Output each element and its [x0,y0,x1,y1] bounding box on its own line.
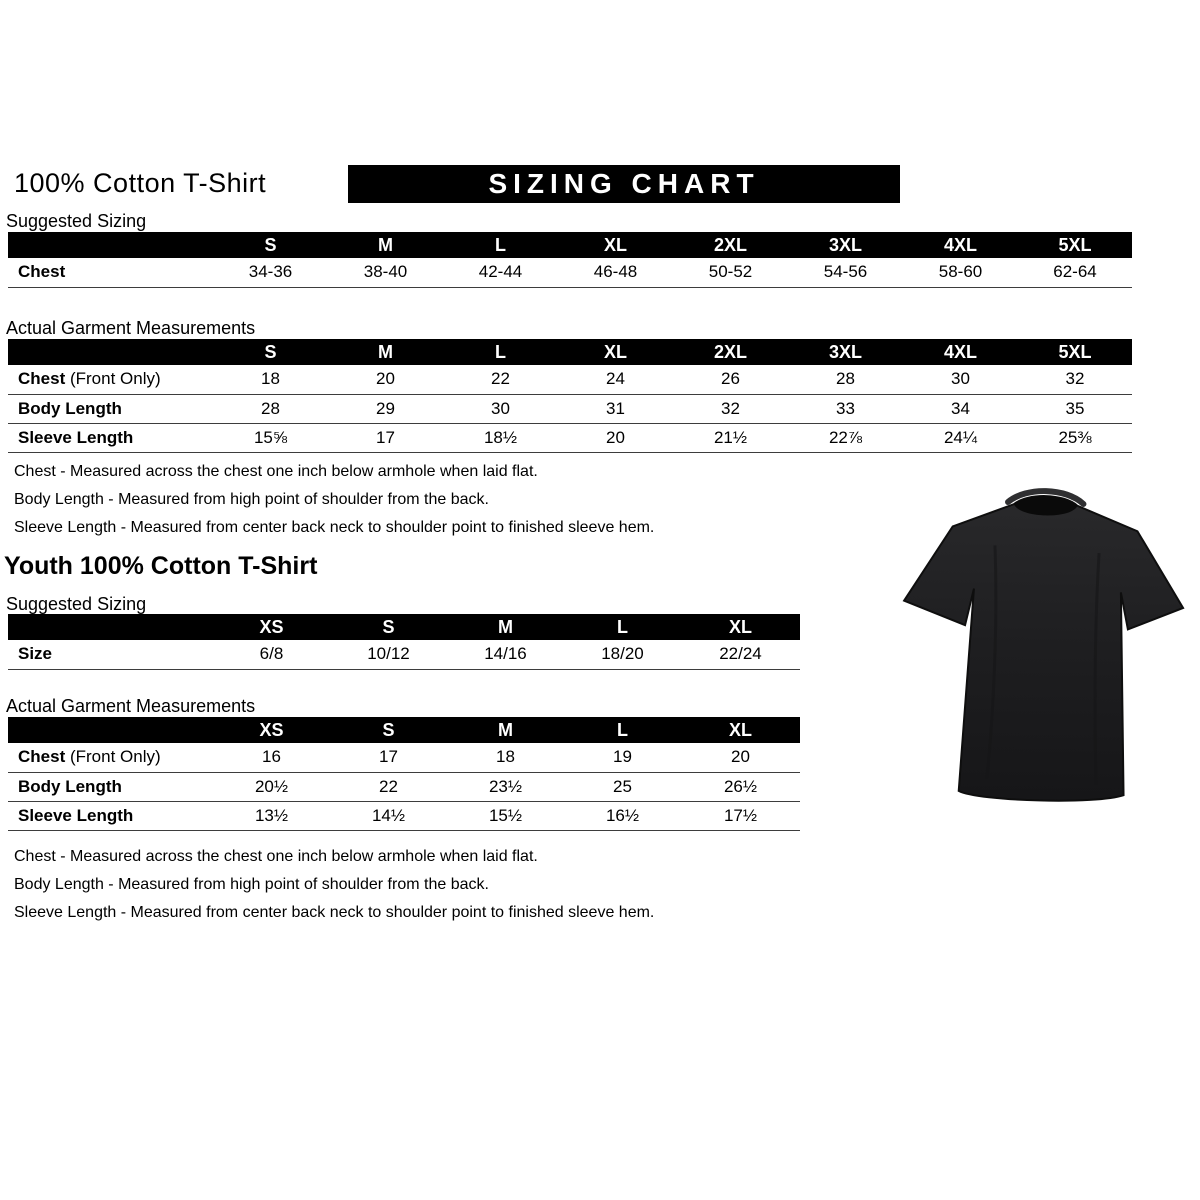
row-label: Body Length [18,398,122,418]
table-cell: 16 [262,747,281,767]
table-cell: 50-52 [708,262,753,282]
table-cell: 13½ [254,805,289,825]
size-column-header: L [564,717,681,743]
table-cell: 19 [613,747,632,767]
table-cell: 42-44 [478,262,523,282]
table-row [8,743,800,772]
size-column-header: 5XL [1018,339,1132,365]
youth-measurement-notes [14,843,654,927]
size-column-header: XL [681,717,800,743]
youth-suggested-sizing-label: Suggested Sizing [6,594,147,614]
row-label: Sleeve Length [18,427,134,447]
size-column-header: XS [213,614,330,640]
table-cell: 22 [379,776,398,796]
note-line: Body Length - Measured from high point of shoulder from the back. [14,876,489,893]
size-column-header: S [213,232,328,258]
table-cell: 35 [1065,398,1085,418]
table-cell: 32 [721,398,740,418]
adult-suggested-sizing-label: Suggested Sizing [6,211,147,231]
size-column-header: M [447,717,564,743]
table-cell: 20 [731,747,750,767]
row-label: Chest (Front Only) [18,369,161,389]
row-label: Sleeve Length [18,805,134,825]
table-cell: 58-60 [938,262,983,282]
table-row [8,772,800,801]
table-cell: 30 [491,398,510,418]
table-cell: 14½ [371,805,406,825]
table-cell: 17 [376,427,395,447]
table-cell: 28 [261,398,280,418]
table-cell: 6/8 [259,644,284,664]
size-column-header: 2XL [673,232,788,258]
table-cell: 62-64 [1053,262,1097,282]
size-header-row [8,717,800,743]
table-cell: 24 [606,369,625,389]
table-cell: 29 [376,398,395,418]
row-label: Size [18,644,53,664]
table-row [8,423,1132,452]
table-cell: 25 [613,776,632,796]
note-line: Body Length - Measured from high point of shoulder from the back. [14,491,489,508]
size-column-header: XS [213,717,330,743]
size-column-header: M [328,232,443,258]
size-column-header: XL [558,339,673,365]
table-cell: 46-48 [593,262,638,282]
table-cell: 30 [951,369,970,389]
youth-section-title: Youth 100% Cotton T-Shirt [4,552,318,580]
table-cell: 15⅝ [253,427,288,447]
size-column-header: 5XL [1018,232,1132,258]
black-tshirt-image [893,476,1191,816]
table-cell: 20½ [254,776,289,796]
note-line: Sleeve Length - Measured from center back neck to shoulder point to finished sleeve hem. [14,904,655,921]
table-row [8,365,1132,394]
row-label: Body Length [18,776,122,796]
table-cell: 17 [379,747,398,767]
youth-actual-measurements-label: Actual Garment Measurements [6,696,256,716]
adult-suggested-sizing-table [8,232,1132,288]
row-label: Chest [18,262,66,282]
table-cell: 22 [491,369,510,389]
size-column-header: 3XL [788,232,903,258]
table-cell: 20 [376,369,395,389]
sizing-chart-banner: SIZING CHART [348,165,900,203]
table-cell: 25⅜ [1058,427,1092,447]
table-cell: 54-56 [823,262,868,282]
table-cell: 34-36 [248,262,293,282]
table-row [8,394,1132,423]
table-row [8,258,1132,287]
table-cell: 17½ [723,805,758,825]
table-cell: 26½ [723,776,758,796]
size-column-header: 4XL [903,232,1018,258]
table-cell: 34 [951,398,970,418]
size-column-header: 2XL [673,339,788,365]
youth-suggested-sizing-table [8,614,800,670]
table-cell: 16½ [605,805,640,825]
table-cell: 38-40 [363,262,408,282]
table-row [8,801,800,830]
table-cell: 24¼ [943,427,978,447]
table-cell: 33 [836,398,855,418]
corner-cell [8,232,213,258]
youth-actual-measurements-table [8,717,800,831]
adult-actual-measurements-table [8,339,1132,453]
size-header-row [8,339,1132,365]
table-cell: 31 [606,398,625,418]
size-column-header: XL [558,232,673,258]
corner-cell [8,717,213,743]
size-column-header: M [447,614,564,640]
size-header-row [8,614,800,640]
table-cell: 15½ [488,805,523,825]
page-header [0,165,1200,207]
corner-cell [8,614,213,640]
size-column-header: L [443,232,558,258]
size-column-header: S [330,717,447,743]
note-line: Chest - Measured across the chest one inch below armhole when laid flat. [14,848,538,865]
adult-measurement-notes [14,458,654,542]
table-cell: 22⅞ [828,427,863,447]
page-title: 100% Cotton T-Shirt [14,168,267,198]
table-cell: 18 [496,747,515,767]
size-header-row [8,232,1132,258]
size-column-header: XL [681,614,800,640]
table-cell: 21½ [713,427,748,447]
table-cell: 23½ [488,776,523,796]
table-cell: 14/16 [484,644,527,664]
table-row [8,640,800,669]
size-column-header: S [330,614,447,640]
table-cell: 28 [836,369,855,389]
table-cell: 10/12 [367,644,410,664]
adult-actual-measurements-label: Actual Garment Measurements [6,318,256,338]
table-cell: 20 [606,427,625,447]
size-column-header: L [443,339,558,365]
table-cell: 26 [721,369,740,389]
note-line: Sleeve Length - Measured from center back neck to shoulder point to finished sleeve hem. [14,519,655,536]
size-column-header: M [328,339,443,365]
table-cell: 32 [1065,369,1085,389]
tshirt-icon [893,476,1191,816]
corner-cell [8,339,213,365]
note-line: Chest - Measured across the chest one inch below armhole when laid flat. [14,463,538,480]
table-cell: 18½ [483,427,518,447]
size-column-header: 4XL [903,339,1018,365]
table-cell: 22/24 [719,644,762,664]
table-cell: 18/20 [601,644,644,664]
size-column-header: S [213,339,328,365]
size-column-header: 3XL [788,339,903,365]
table-cell: 18 [261,369,280,389]
size-column-header: L [564,614,681,640]
row-label: Chest (Front Only) [18,747,161,767]
